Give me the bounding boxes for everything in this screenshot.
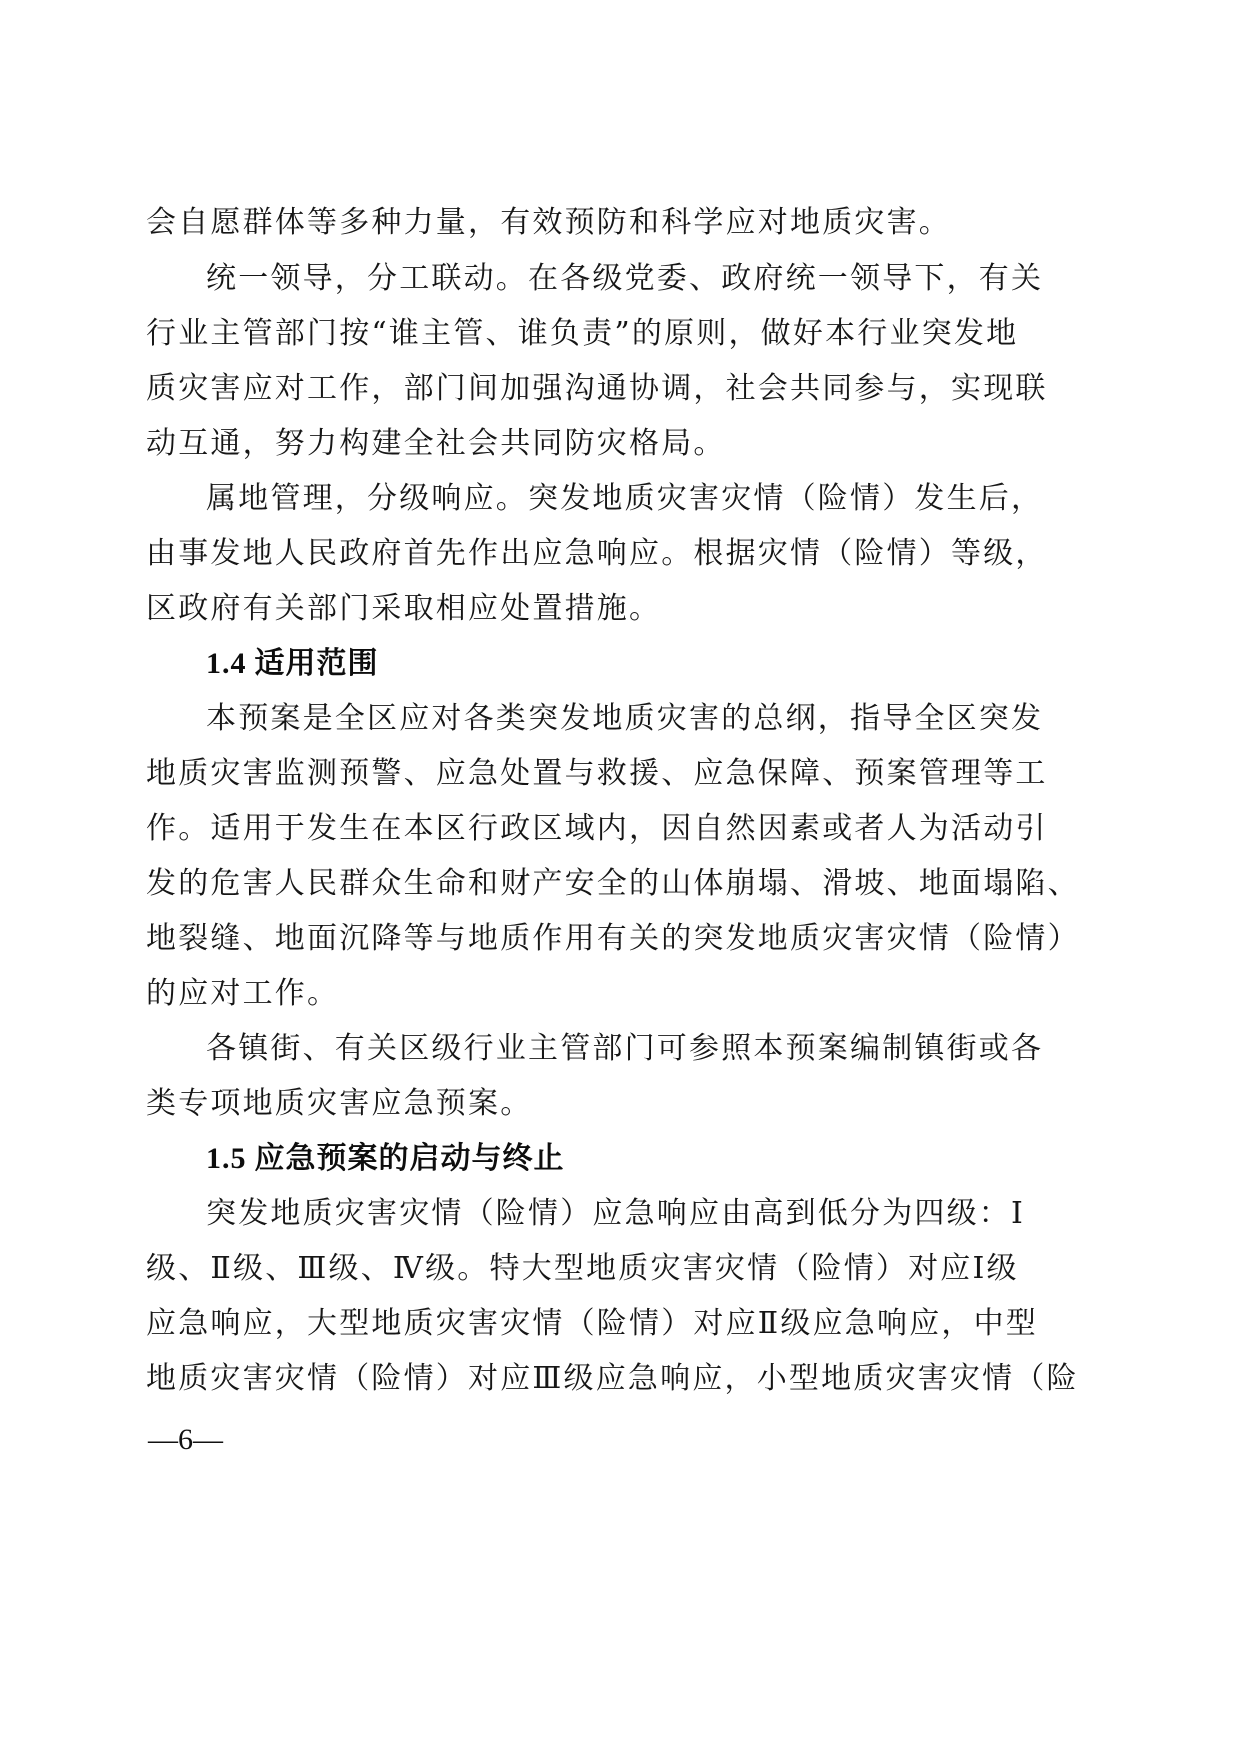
paragraph-line: 由事发地人民政府首先作出应急响应。根据灾情（险情）等级， (146, 536, 1048, 571)
paragraph-line: 各镇街、有关区级行业主管部门可参照本预案编制镇街或各 (206, 1031, 1044, 1066)
paragraph-line: 本预案是全区应对各类突发地质灾害的总纲，指导全区突发 (206, 701, 1044, 736)
section-heading-1-5 (206, 1139, 565, 1179)
page-number: —6— (148, 1423, 223, 1456)
paragraph-line: 属地管理，分级响应。突发地质灾害灾情（险情）发生后， (206, 481, 1044, 516)
paragraph-line: 类专项地质灾害应急预案。 (146, 1086, 533, 1121)
section-number: 1.4 (206, 647, 247, 680)
section-number: 1.5 (206, 1142, 247, 1175)
paragraph-line: 发的危害人民群众生命和财产安全的山体崩塌、滑坡、地面塌陷、 (146, 866, 1080, 901)
section-title: 应急预案的启动与终止 (254, 1141, 565, 1176)
paragraph-line: 行业主管部门按“谁主管、谁负责”的原则，做好本行业突发地 (146, 316, 1019, 351)
paragraph-line: 地质灾害监测预警、应急处置与救援、应急保障、预案管理等工 (146, 756, 1048, 791)
section-title: 适用范围 (254, 646, 379, 681)
paragraph-line: 作。适用于发生在本区行政区域内，因自然因素或者人为活动引 (146, 811, 1048, 846)
paragraph-line: 地裂缝、地面沉降等与地质作用有关的突发地质灾害灾情（险情） (146, 921, 1080, 956)
paragraph-line: 应急响应，大型地质灾害灾情（险情）对应Ⅱ级应急响应，中型 (146, 1306, 1038, 1341)
paragraph-line: 级、Ⅱ级、Ⅲ级、Ⅳ级。特大型地质灾害灾情（险情）对应Ⅰ级 (146, 1251, 1019, 1286)
paragraph-line: 质灾害应对工作，部门间加强沟通协调，社会共同参与，实现联 (146, 371, 1048, 406)
paragraph-line: 突发地质灾害灾情（险情）应急响应由高到低分为四级：Ⅰ (206, 1196, 1026, 1231)
paragraph-line: 会自愿群体等多种力量，有效预防和科学应对地质灾害。 (146, 205, 951, 240)
paragraph-line: 区政府有关部门采取相应处置措施。 (146, 591, 662, 626)
section-heading-1-4 (206, 644, 379, 684)
paragraph-line: 统一领导，分工联动。在各级党委、政府统一领导下，有关 (206, 261, 1044, 296)
paragraph-line: 动互通，努力构建全社会共同防灾格局。 (146, 426, 726, 461)
paragraph-line: 地质灾害灾情（险情）对应Ⅲ级应急响应，小型地质灾害灾情（险 (146, 1361, 1079, 1396)
paragraph-line: 的应对工作。 (146, 976, 340, 1011)
